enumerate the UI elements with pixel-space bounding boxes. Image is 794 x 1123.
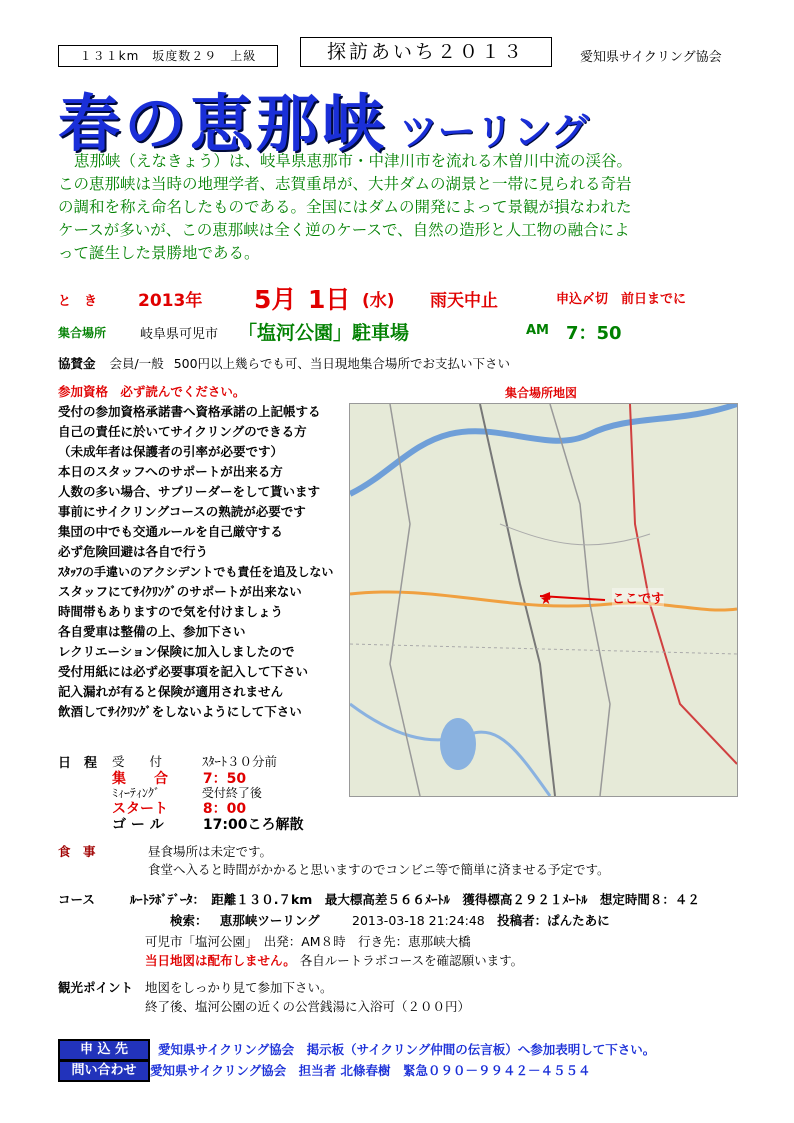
- intro-line: って誕生した景勝地である。: [58, 244, 260, 262]
- intro-line: 恵那峡（えなきょう）は、岐阜県恵那市・中津川市を流れる木曽川中流の渓谷。: [74, 152, 633, 170]
- sightseeing-line: 終了後、塩河公園の近くの公営銭湯に入浴可（２００円）: [145, 999, 471, 1014]
- fee-amount: 500円以上幾らでも可、当日現地集合場所でお支払い下さい: [173, 356, 510, 371]
- series-title: 探訪あいち２０１３: [326, 41, 525, 63]
- apply-label: 申 込 先: [58, 1039, 150, 1061]
- requirements-header: [58, 382, 245, 400]
- meeting-time: 7：50: [566, 323, 622, 344]
- date-weekday: (水): [362, 291, 395, 311]
- no-map-notice: 当日地図は配布しません。: [145, 953, 296, 968]
- meal-label: 食 事: [58, 844, 96, 859]
- map-graphic: [350, 404, 737, 796]
- intro-paragraph: [58, 150, 748, 265]
- route-notice: 各自ルートラボコースを確認願います。: [299, 953, 524, 968]
- list-item: 本日のスタッフへのサポートが出来る方: [58, 464, 283, 479]
- course-label: コース: [58, 892, 95, 907]
- list-item: 記入漏れが有ると保険が適用されません: [58, 684, 284, 699]
- list-item: 事前にサイクリングコースの熟読が必要です: [58, 504, 306, 519]
- sightseeing-label: 観光ポイント: [58, 980, 134, 995]
- search-name: 恵那峡ツーリング: [219, 913, 320, 928]
- svg-text:★: ★: [539, 592, 553, 608]
- schedule-key: 受 付: [112, 754, 163, 769]
- list-item: 人数の多い場合、サブリーダーをして貰います: [58, 484, 321, 499]
- search-date: 2013-03-18 21:24:48: [352, 913, 485, 928]
- list-item: 飲酒してｻｲｸﾘﾝｸﾞをしないようにして下さい: [58, 704, 302, 719]
- apply-text: 愛知県サイクリング協会 掲示板（サイクリング仲間の伝言板）へ参加表明して下さい。: [158, 1042, 656, 1057]
- list-item: 自己の責任に於いてサイクリングのできる方: [58, 424, 307, 439]
- schedule-value: 7：50: [202, 771, 247, 787]
- schedule-key: ゴ ー ル: [112, 817, 164, 833]
- course-line4: [145, 951, 523, 969]
- fee-label: 協賛金: [58, 356, 96, 371]
- meeting-label: 集合場所: [58, 326, 107, 340]
- list-item: 受付用紙には必ず必要事項を記入して下さい: [58, 664, 309, 679]
- intro-line: ケースが多いが、この恵那峡は全く逆のケースで、自然の造形と人工物の融合によ: [58, 221, 630, 239]
- map-marker-label: ここです: [612, 588, 664, 607]
- fee-row: [58, 354, 510, 372]
- requirements-must: 必ず読んでください。: [120, 384, 246, 399]
- meeting-place: 「塩河公園」駐車場: [238, 322, 410, 344]
- rain-cancel: 雨天中止: [430, 291, 498, 311]
- date-year: 2013年: [138, 291, 203, 311]
- course-line3: 可児市「塩河公園」 出発：AM８時 行き先：恵那峡大橋: [145, 934, 471, 949]
- poster: 投稿者：ぱんたあに: [497, 913, 610, 928]
- list-item: （未成年者は保護者の引率が必要です）: [58, 444, 284, 459]
- list-item: スタッフにてｻｲｸﾘﾝｸﾞのサポートが出来ない: [58, 584, 302, 599]
- meeting-row: [58, 318, 758, 348]
- meeting-city: 岐阜県可児市: [140, 327, 219, 342]
- list-item: 受付の参加資格承諾書へ資格承諾の上記帳する: [58, 404, 321, 419]
- deadline: 申込〆切 前日までに: [556, 292, 687, 307]
- schedule-key: 集 合: [112, 771, 168, 787]
- page-title: [58, 74, 589, 160]
- intro-line: の調和を称え命名したものである。全国にはダムの開発によって景観が損なわれた: [58, 198, 632, 216]
- course-search-row: [170, 911, 610, 929]
- title-sub: ツーリング: [399, 110, 589, 154]
- list-item: レクリエーション保険に加入しましたので: [58, 644, 295, 659]
- list-item: 各自愛車は整備の上、参加下さい: [58, 624, 246, 639]
- search-label: 検索：: [170, 913, 208, 928]
- date-month: 5月: [254, 285, 297, 314]
- course-info: １３１km 坂度数２９ 上級: [79, 49, 257, 63]
- date-label: と き: [58, 294, 98, 309]
- date-row: [58, 280, 758, 314]
- schedule-value: 受付終了後: [201, 786, 262, 800]
- course-info-box: [58, 45, 278, 67]
- schedule-label: 日 程: [58, 756, 98, 771]
- schedule-key: スタート: [112, 801, 168, 817]
- list-item: 必ず危険回避は各自で行う: [58, 544, 209, 559]
- requirements-label: 参加資格: [58, 384, 109, 399]
- schedule-key: ﾐｨｰﾃｨﾝｸﾞ: [112, 786, 161, 800]
- list-item: 集団の中でも交通ルールを自己厳守する: [58, 524, 283, 539]
- schedule-value: ｽﾀｰﾄ３０分前: [201, 754, 277, 769]
- sightseeing-line: 地図をしっかり見て参加下さい。: [145, 980, 333, 995]
- list-item: 時間帯もありますので気を付けましょう: [58, 604, 284, 619]
- map-title: 集合場所地図: [505, 386, 578, 400]
- contact-text: 愛知県サイクリング協会 担当者 北條春樹 緊急０９０－９９４２－４５５４: [150, 1063, 591, 1078]
- schedule-value: 8：00: [202, 801, 247, 817]
- meal-line: 食堂へ入ると時間がかかると思いますのでコンビニ等で簡単に済ませる予定です。: [148, 862, 610, 877]
- title-main: 春の恵那峡: [58, 87, 389, 160]
- date-day: 1日: [308, 285, 351, 314]
- schedule-value: 17:00ころ解散: [202, 817, 304, 833]
- course-line1: ﾙｰﾄﾗﾎﾞﾃﾞｰﾀ： 距離１３０.７km 最大標高差５６６ﾒｰﾄﾙ 獲得標高２９２１ﾒｰﾄﾙ 想定時間８：４２: [130, 892, 700, 907]
- schedule-row: [112, 814, 303, 834]
- intro-line: この恵那峡は当時の地理学者、志賀重昂が、大井ダムの湖景と一帯に見られる奇岩: [58, 175, 632, 193]
- meeting-map[interactable]: [349, 403, 738, 797]
- series-box: [300, 37, 552, 67]
- org-name: 愛知県サイクリング協会: [580, 50, 722, 65]
- contact-label: 問い合わせ: [58, 1060, 150, 1082]
- fee-text: 会員/一般: [109, 356, 164, 371]
- meeting-ampm: AM: [526, 323, 549, 338]
- list-item: ｽﾀｯﾌの手違いのアクシデントでも責任を追及しない: [58, 565, 334, 579]
- meal-line: 昼食場所は未定です。: [148, 844, 273, 859]
